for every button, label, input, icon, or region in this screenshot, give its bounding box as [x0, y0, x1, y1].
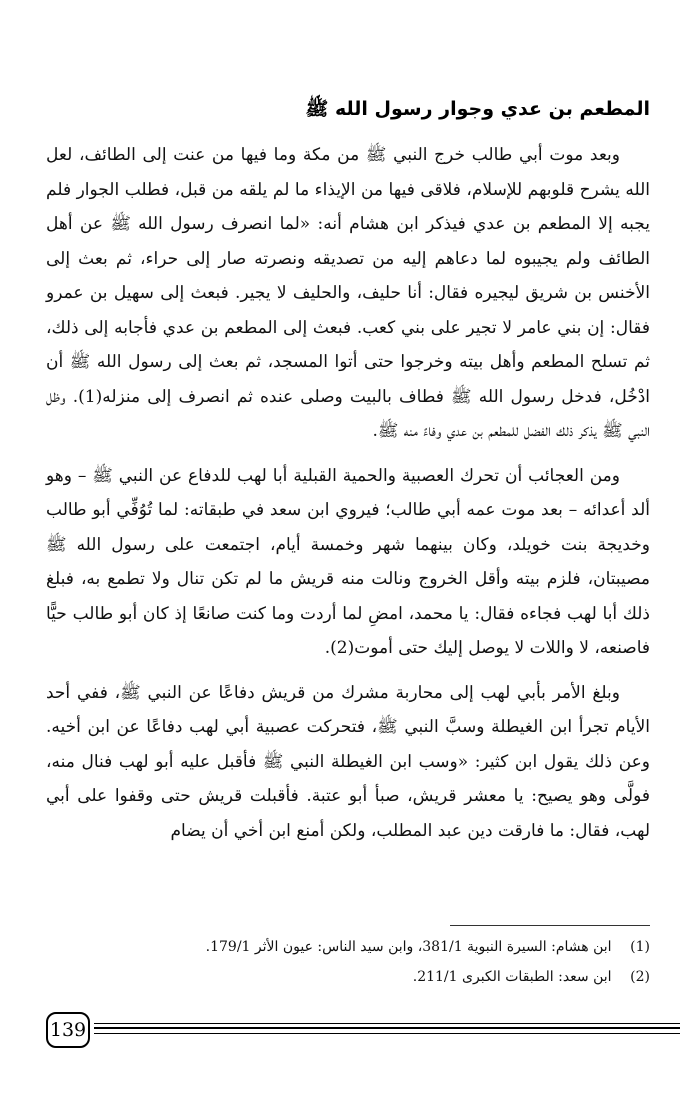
body-text [46, 138, 650, 848]
paragraph: ومن العجائب أن تحرك العصبية والحمية القبلية أبا لهب للدفاع عن النبي ﷺ – وهو ألد أعدائه – بعد موت عمه أبي طالب؛ فيروي ابن سعد في طبقاته: لما تُوُفِّي أبو طالب وخديجة بنت خويلد، وكان بينهما شهر وخمسة أيام، اجتمعت على رسول الله ﷺ مصيبتان، فلزم بيته وأقل الخروج ونالت منه قريش ما لم تكن تنال ولا تطمع به، فبلغ ذلك أبا لهب فجاءه فقال: يا محمد، امضِ لما أردت وما كنت صانعًا إذ كان أبو طالب حيًّا فاصنعه، لا واللات لا يوصل إليك حتى أموت(2). [46, 465, 650, 658]
footnote-text: ابن هشام: السيرة النبوية 381/1، وابن سيد الناس: عيون الأثر 179/1. [205, 939, 612, 955]
footnote-number: (2) [630, 969, 650, 985]
footer-rule [94, 1033, 680, 1034]
paragraph: وبلغ الأمر بأبي لهب إلى محاربة مشرك من قريش دفاعًا عن النبي ﷺ، ففي أحد الأيام تجرأ ابن الغيطلة وسبَّ النبي ﷺ، فتحركت عصبية أبي لهب دفاعًا عن ابن أخيه. وعن ذلك يقول ابن كثير: «وسب ابن الغيطلة النبي ﷺ فأقبل عليه أبو لهب فنال منه، فولَّى وهو يصيح: يا معشر قريش، صبأ أبو عتبة. فأقبلت قريش حتى وقفوا على أبي لهب، فقال: ما فارقت دين عبد المطلب، ولكن أمنع ابن أخي أن يضام [46, 682, 650, 841]
footnotes [46, 932, 650, 992]
footnote-text: ابن سعد: الطبقات الكبرى 211/1. [412, 969, 612, 985]
footnote [46, 962, 650, 992]
page-number: 139 [46, 1012, 90, 1048]
footnote-divider [450, 925, 650, 926]
footer-rule [94, 1023, 680, 1024]
paragraph: وبعد موت أبي طالب خرج النبي ﷺ من مكة وما فيها من عنت إلى الطائف، لعل الله يشرح قلوبهم للإسلام، فلاقى فيها من الإيذاء ما لم يلقه من قبل، فطلب الجوار فلم يجبه إلا المطعم بن عدي فيذكر ابن هشام أنه: «لما انصرف رسول الله ﷺ عن أهل الطائف ولم يجيبوه لما دعاهم إليه من تصديقه ونصرته صار إلى حراء، ثم بعث إلى الأخنس بن شريق ليجيره فقال: أنا حليف، والحليف لا يجير. فبعث إلى سهيل بن عمرو فقال: إن بني عامر لا تجير على بني كعب. فبعث إلى المطعم بن عدي فأجابه إلى ذلك، ثم تسلح المطعم وأهل بيته وخرجوا حتى أتوا المسجد، ثم بعث إلى رسول الله ﷺ أن ادْخُل، فدخل رسول الله ﷺ فطاف بالبيت وصلى عنده ثم انصرف إلى منزله(1). وظل النبي ﷺ يذكر ذلك الفضل للمطعم بن عدي وفاءً منه ﷺ. [46, 145, 650, 441]
footer-rule [94, 1027, 680, 1029]
footnote [46, 932, 650, 962]
section-heading: المطعم بن عدي وجوار رسول الله ﷺ [305, 98, 650, 120]
footnote-number: (1) [630, 939, 650, 955]
